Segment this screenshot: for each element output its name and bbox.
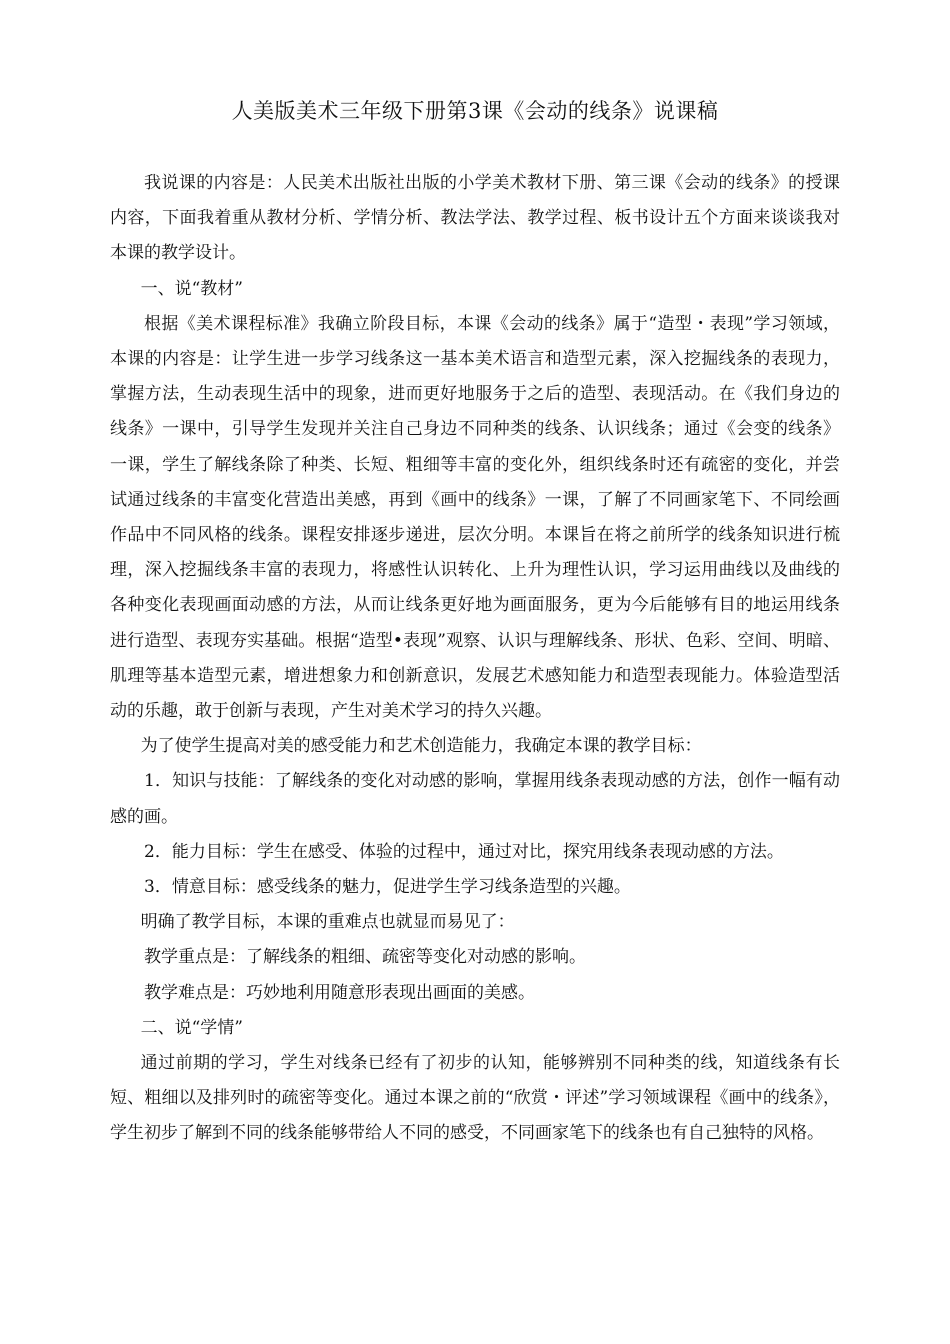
student-situation-paragraph: 通过前期的学习，学生对线条已经有了初步的认知，能够辨别不同种类的线，知道线条有长短、粗细以及排列时的疏密等变化。通过本课之前的“欣赏・评述”学习领域课程《画中的线条》，学生初步了解到不同的线条能够带给人不同的感受，不同画家笔下的线条也有自己独特的风格。 — [110, 1053, 840, 1144]
section-heading-student-situation: 二、说“学情” — [140, 1017, 243, 1038]
document-body — [110, 166, 840, 1152]
goal-emotion: 3．情意目标：感受线条的魅力，促进学生学习线条造型的兴趣。 — [144, 877, 631, 898]
teaching-key-point: 教学重点是：了解线条的粗细、疏密等变化对动感的影响。 — [144, 947, 586, 968]
goal-ability: 2．能力目标：学生在感受、体验的过程中，通过对比，探究用线条表现动感的方法。 — [144, 841, 784, 862]
section-heading-textbook: 一、说“教材” — [140, 278, 243, 299]
key-points-intro: 明确了教学目标，本课的重难点也就显而易见了： — [140, 912, 515, 933]
teaching-difficulty: 教学难点是：巧妙地利用随意形表现出画面的美感。 — [144, 982, 535, 1003]
textbook-analysis-paragraph: 根据《美术课程标准》我确立阶段目标，本课《会动的线条》属于“造型・表现”学习领域，本课的内容是：让学生进一步学习线条这一基本美术语言和造型元素，深入挖掘线条的表现力，掌握方法，生动表现生活中的现象，进而更好地服务于之后的造型、表现活动。在《我们身边的线条》一课中，引导学生发现并关注自己身边不同种类的线条、认识线条；通过《会变的线条》一课，学生了解线条除了种类、长短、粗细等丰富的变化外，组织线条时还有疏密的变化，并尝试通过线条的丰富变化营造出美感，再到《画中的线条》一课，了解了不同画家笔下、不同绘画作品中不同风格的线条。课程安排逐步递进，层次分明。本课旨在将之前所学的线条知识进行梳理，深入挖掘线条丰富的表现力，将感性认识转化、上升为理性认识，学习运用曲线以及曲线的各种变化表现画面动感的方法，从而让线条更好地为画面服务，更为今后能够有目的地运用线条进行造型、表现夯实基础。根据“造型•表现”观察、认识与理解线条、形状、色彩、空间、明暗、肌理等基本造型元素，增进想象力和创新意识，发展艺术感知能力和造型表现能力。体验造型活动的乐趣，敢于创新与表现，产生对美术学习的持久兴趣。 — [110, 313, 840, 722]
goal-knowledge-skills: 1．知识与技能：了解线条的变化对动感的影响，掌握用线条表现动感的方法，创作一幅有动感的画。 — [110, 771, 840, 827]
intro-paragraph: 我说课的内容是：人民美术出版社出版的小学美术教材下册、第三课《会动的线条》的授课内容，下面我着重从教材分析、学情分析、教法学法、教学过程、板书设计五个方面来谈谈我对本课的教学设计。 — [110, 173, 840, 264]
teaching-goals-intro: 为了使学生提高对美的感受能力和艺术创造能力，我确定本课的教学目标： — [140, 736, 702, 757]
document-title: 人美版美术三年级下册第3课《会动的线条》说课稿 — [231, 99, 719, 123]
